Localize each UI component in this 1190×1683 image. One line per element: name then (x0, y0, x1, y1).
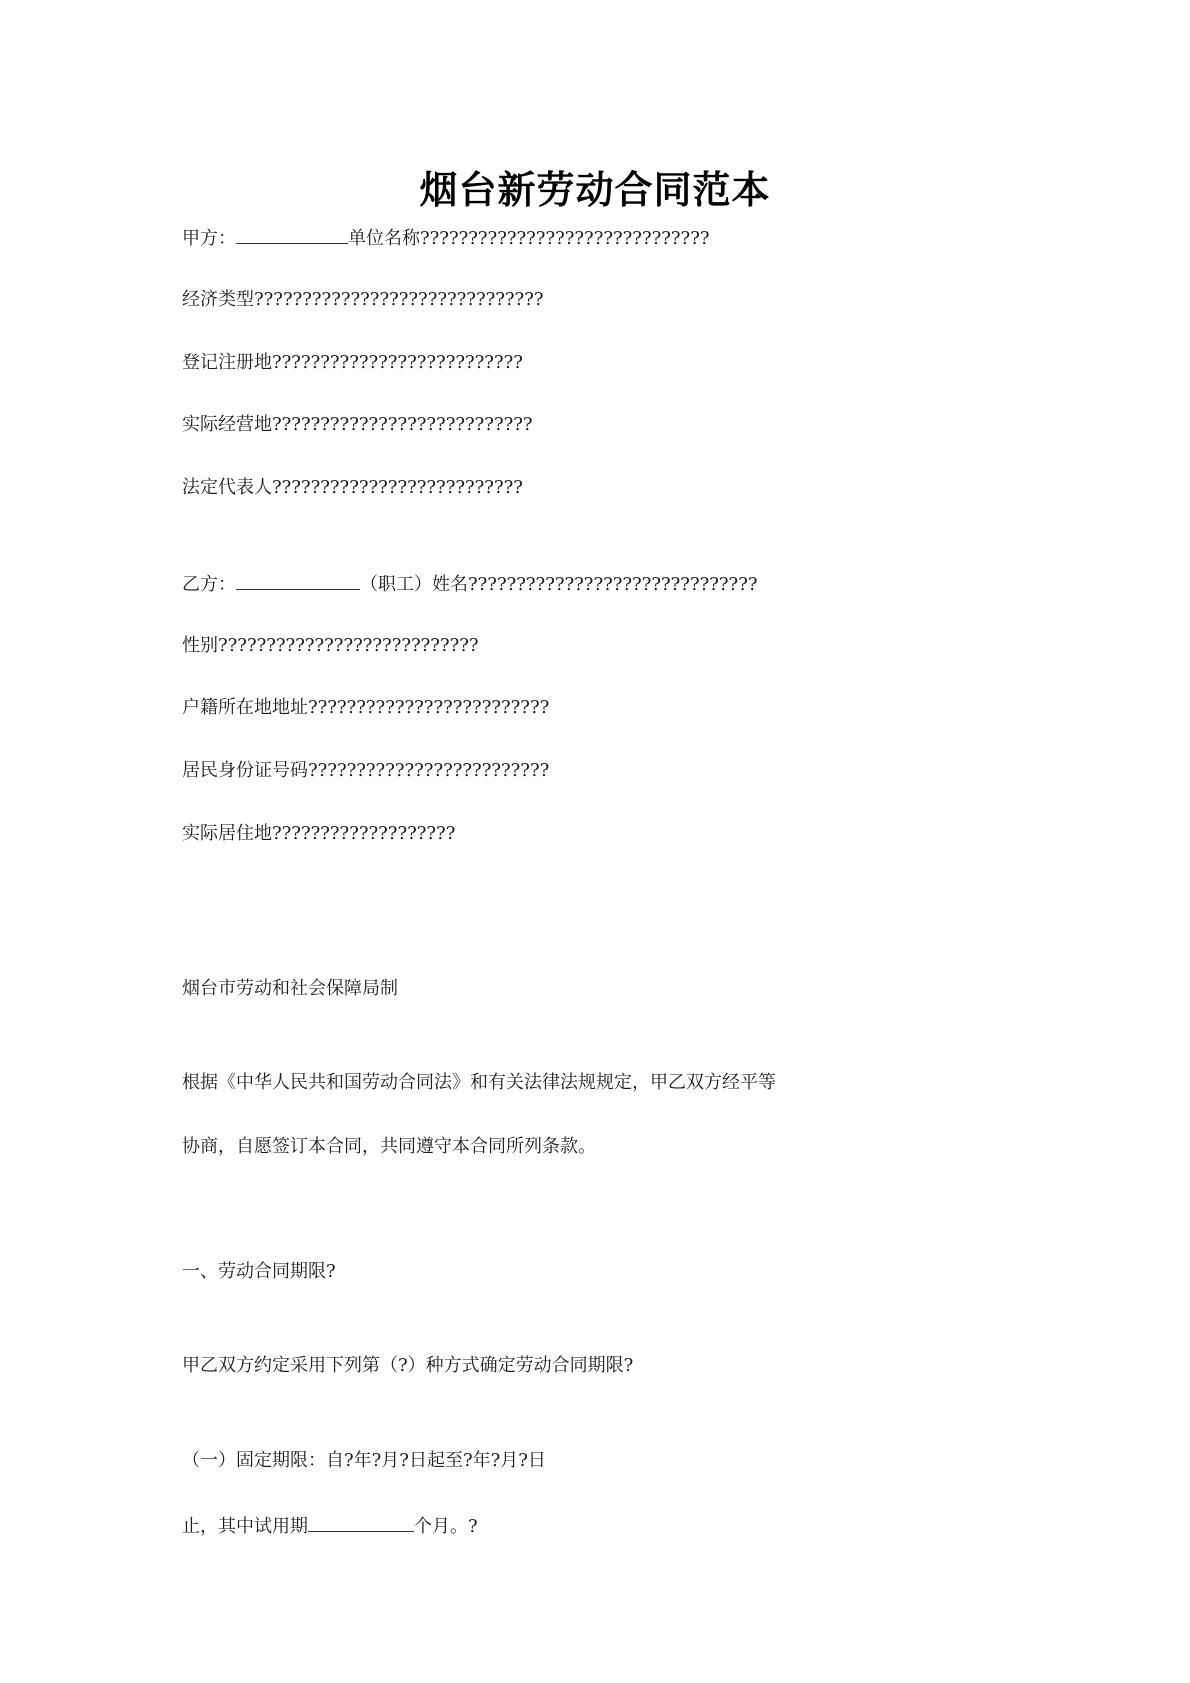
preamble-line-1: 根据《中华人民共和国劳动合同法》和有关法律法规规定，甲乙双方经平等 (182, 1072, 776, 1093)
party-b-name-line (182, 571, 758, 597)
row-fill: ?????????????????????????? (272, 477, 523, 498)
party-b-row-gender (182, 634, 479, 658)
row-label: 户籍所在地地址 (182, 697, 308, 718)
party-b-field-name: （职工）姓名 (360, 574, 468, 595)
preamble-line-2: 协商，自愿签订本合同，共同遵守本合同所列条款。 (182, 1136, 596, 1157)
clause-fixed-term-line-2 (182, 1513, 478, 1539)
probation-prefix: 止，其中试用期 (182, 1516, 308, 1537)
row-label: 性别 (182, 635, 218, 656)
party-b-label: 乙方： (182, 574, 236, 595)
row-fill: ?????????????????????????????? (254, 289, 544, 310)
probation-suffix: 个月。? (414, 1516, 478, 1537)
party-b-field-fill: ?????????????????????????????? (468, 574, 758, 595)
document-title: 烟台新劳动合同范本 (419, 168, 771, 212)
party-b-row-household-address (182, 696, 549, 720)
probation-months-blank[interactable] (308, 1513, 414, 1532)
section-1-intro: 甲乙双方约定采用下列第（?）种方式确定劳动合同期限? (182, 1355, 634, 1376)
row-fill: ??????????????????? (272, 823, 456, 844)
party-a-field-name: 单位名称 (348, 228, 420, 249)
row-fill: ?????????????????????????? (272, 352, 523, 373)
section-1-heading: 一、劳动合同期限? (182, 1261, 336, 1282)
row-label: 实际居住地 (182, 823, 272, 844)
party-a-field-fill: ?????????????????????????????? (420, 228, 710, 249)
row-label: 法定代表人 (182, 477, 272, 498)
party-b-row-residence (182, 822, 455, 846)
party-a-row-legal-representative (182, 476, 523, 500)
party-a-row-economic-type (182, 288, 544, 312)
party-a-blank[interactable] (236, 225, 348, 244)
row-fill: ??????????????????????????? (272, 414, 533, 435)
party-a-name-line (182, 225, 710, 251)
row-fill: ??????????????????????????? (218, 635, 479, 656)
row-fill: ????????????????????????? (308, 760, 550, 781)
party-a-label: 甲方： (182, 228, 236, 249)
row-label: 居民身份证号码 (182, 760, 308, 781)
party-a-row-registered-address (182, 351, 523, 375)
issuer-line: 烟台市劳动和社会保障局制 (182, 978, 398, 999)
row-label: 登记注册地 (182, 352, 272, 373)
row-fill: ????????????????????????? (308, 697, 550, 718)
party-b-row-id-number (182, 759, 549, 783)
clause-fixed-term-line-1: （一）固定期限：自?年?月?日起至?年?月?日 (182, 1450, 546, 1471)
party-b-blank[interactable] (236, 571, 360, 590)
party-a-row-business-address (182, 413, 533, 437)
row-label: 实际经营地 (182, 414, 272, 435)
row-label: 经济类型 (182, 289, 254, 310)
